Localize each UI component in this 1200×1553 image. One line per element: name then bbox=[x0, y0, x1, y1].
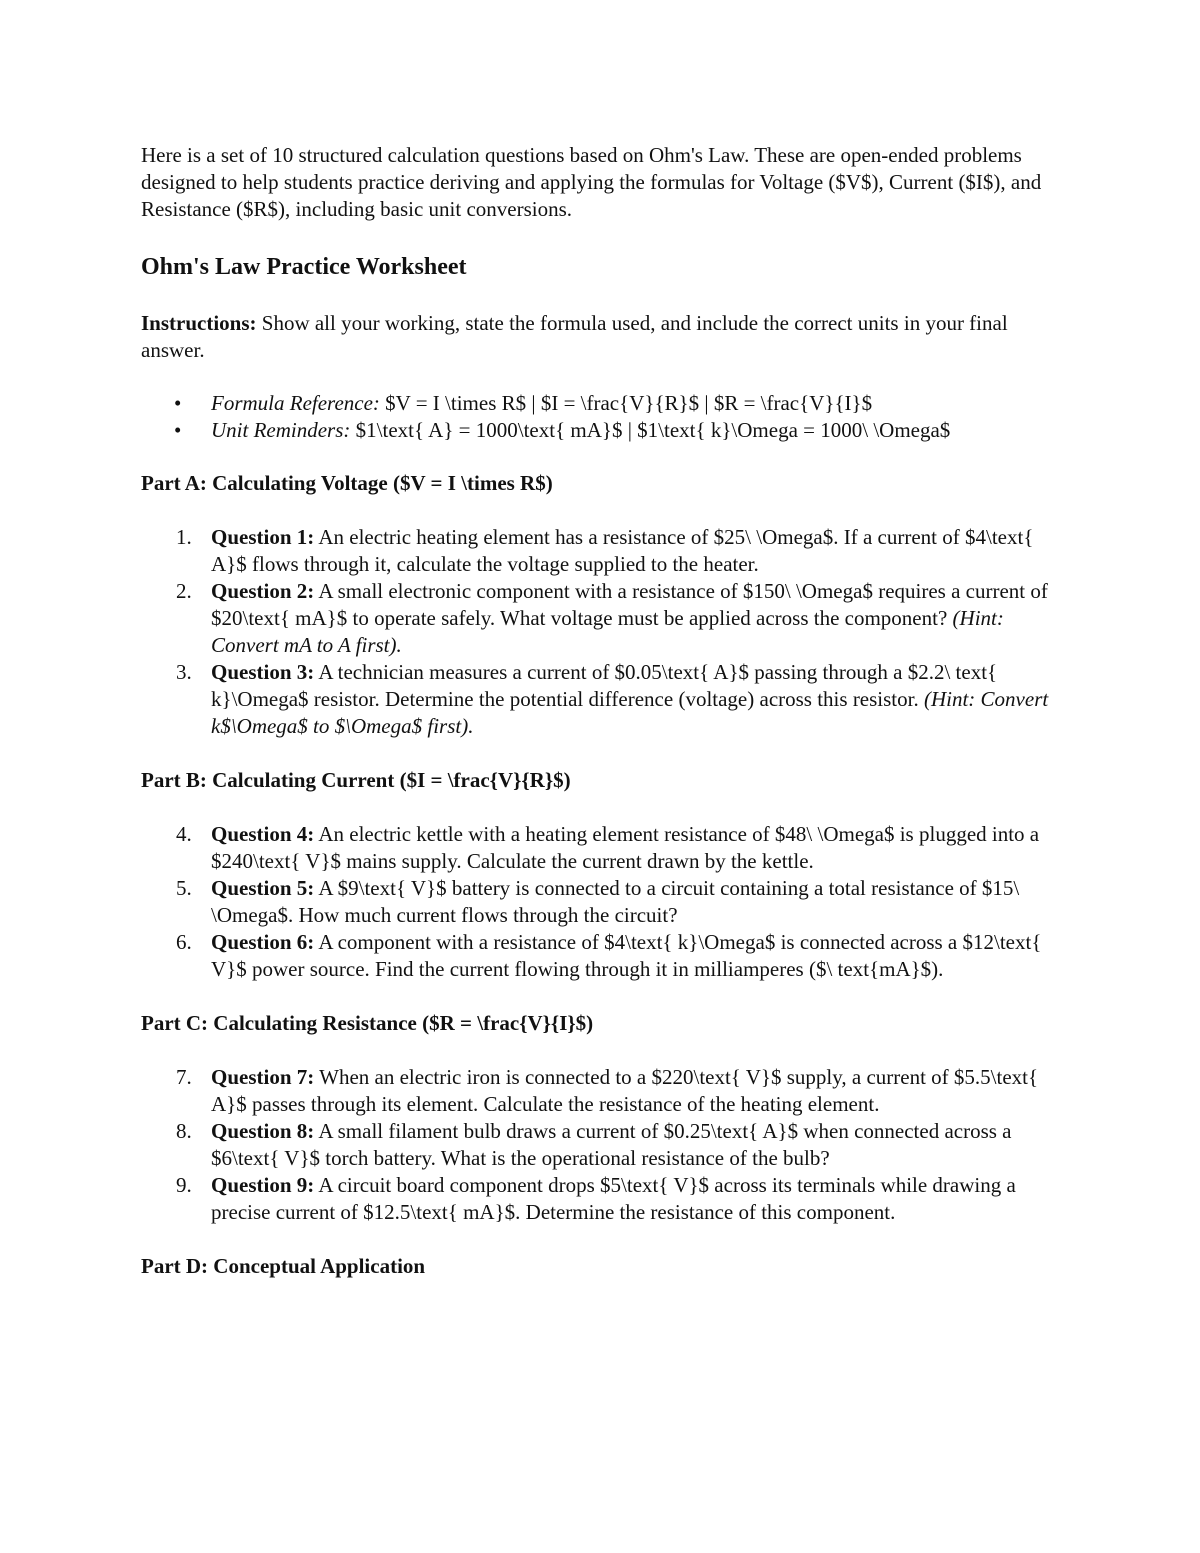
part-c-questions bbox=[141, 1064, 1066, 1226]
reference-label: Formula Reference: bbox=[211, 391, 380, 415]
question-text: A small filament bulb draws a current of $0.25\text{ A}$ when connected across a $6\text{ V}$ torch battery. What is the operational resistance of the bulb? bbox=[211, 1119, 1012, 1170]
question-label: Question 5: bbox=[211, 876, 315, 900]
question-hint: (Hint: Convert mA to A first). bbox=[211, 606, 1004, 657]
question-text: An electric heating element has a resistance of $25\ \Omega$. If a current of $4\text{ A}$ flows through it, calculate the voltage supplied to the heater. bbox=[211, 525, 1034, 576]
question-text: A $9\text{ V}$ battery is connected to a circuit containing a total resistance of $15\ \Omega$. How much current flows through the circuit? bbox=[211, 876, 1020, 927]
question-label: Question 4: bbox=[211, 822, 315, 846]
question-text: A circuit board component drops $5\text{ V}$ across its terminals while drawing a precise current of $12.5\text{ mA}$. Determine the resistance of this component. bbox=[211, 1173, 1016, 1224]
question-number: 2. bbox=[176, 579, 192, 603]
question-text: When an electric iron is connected to a $220\text{ V}$ supply, a current of $5.5\text{ A}$ passes through its element. Calculate the resistance of the heating element. bbox=[211, 1065, 1039, 1116]
question-number: 5. bbox=[176, 876, 192, 900]
question-number: 4. bbox=[176, 822, 192, 846]
question-label: Question 9: bbox=[211, 1173, 315, 1197]
page-title: Ohm's Law Practice Worksheet bbox=[141, 254, 467, 280]
reference-item-formula bbox=[141, 390, 1066, 417]
document-page bbox=[141, 142, 1066, 1307]
question-label: Question 2: bbox=[211, 579, 315, 603]
question-item bbox=[141, 1118, 1066, 1172]
instructions-text: Show all your working, state the formula used, and include the correct units in your final answer. bbox=[141, 311, 1008, 362]
question-number: 7. bbox=[176, 1065, 192, 1089]
question-number: 1. bbox=[176, 525, 192, 549]
question-text: A technician measures a current of $0.05\text{ A}$ passing through a $2.2\ text{ k}\Omega$ resistor. Determine the potential difference (voltage) across this resistor. bbox=[211, 660, 998, 711]
question-number: 6. bbox=[176, 930, 192, 954]
reference-list bbox=[141, 390, 1066, 444]
reference-item-units bbox=[141, 417, 1066, 444]
part-d-heading: Part D: Conceptual Application bbox=[141, 1254, 426, 1278]
question-hint: (Hint: Convert k$\Omega$ to $\Omega$ first). bbox=[211, 687, 1049, 738]
question-text: An electric kettle with a heating element resistance of $48\ \Omega$ is plugged into a $240\text{ V}$ mains supply. Calculate the current drawn by the kettle. bbox=[211, 822, 1040, 873]
intro-paragraph: Here is a set of 10 structured calculation questions based on Ohm's Law. These are open-ended problems designed to help students practice deriving and applying the formulas for Voltage ($V$), Current ($I$), and Resistance ($R$), including basic unit conversions. bbox=[141, 143, 1042, 221]
reference-text: $1\text{ A} = 1000\text{ mA}$ | $1\text{ k}\Omega = 1000\ \Omega$ bbox=[350, 418, 951, 442]
question-number: 9. bbox=[176, 1173, 192, 1197]
question-number: 3. bbox=[176, 660, 192, 684]
question-label: Question 6: bbox=[211, 930, 315, 954]
bullet-icon: • bbox=[174, 391, 182, 415]
part-c-heading: Part C: Calculating Resistance ($R = \frac{V}{I}$) bbox=[141, 1011, 594, 1035]
question-item bbox=[141, 1172, 1066, 1226]
question-number: 8. bbox=[176, 1119, 192, 1143]
question-item bbox=[141, 929, 1066, 983]
question-item bbox=[141, 659, 1066, 740]
instructions-paragraph bbox=[141, 310, 1066, 364]
question-label: Question 3: bbox=[211, 660, 315, 684]
question-item bbox=[141, 875, 1066, 929]
part-b-questions bbox=[141, 821, 1066, 983]
question-label: Question 7: bbox=[211, 1065, 315, 1089]
question-item bbox=[141, 821, 1066, 875]
question-item bbox=[141, 1064, 1066, 1118]
part-a-questions bbox=[141, 524, 1066, 740]
part-a-heading: Part A: Calculating Voltage ($V = I \times R$) bbox=[141, 471, 553, 495]
instructions-label: Instructions: bbox=[141, 311, 257, 335]
question-item bbox=[141, 578, 1066, 659]
question-text: A small electronic component with a resistance of $150\ \Omega$ requires a current of $20\text{ mA}$ to operate safely. What voltage must be applied across the component? bbox=[211, 579, 1048, 630]
reference-text: $V = I \times R$ | $I = \frac{V}{R}$ | $R = \frac{V}{I}$ bbox=[379, 391, 873, 415]
bullet-icon: • bbox=[174, 418, 182, 442]
question-label: Question 1: bbox=[211, 525, 315, 549]
part-b-heading: Part B: Calculating Current ($I = \frac{V}{R}$) bbox=[141, 768, 571, 792]
question-item bbox=[141, 524, 1066, 578]
reference-label: Unit Reminders: bbox=[211, 418, 351, 442]
question-text: A component with a resistance of $4\text{ k}\Omega$ is connected across a $12\text{ V}$ power source. Find the current flowing through it in milliamperes ($\ text{mA}$). bbox=[211, 930, 1042, 981]
question-label: Question 8: bbox=[211, 1119, 315, 1143]
